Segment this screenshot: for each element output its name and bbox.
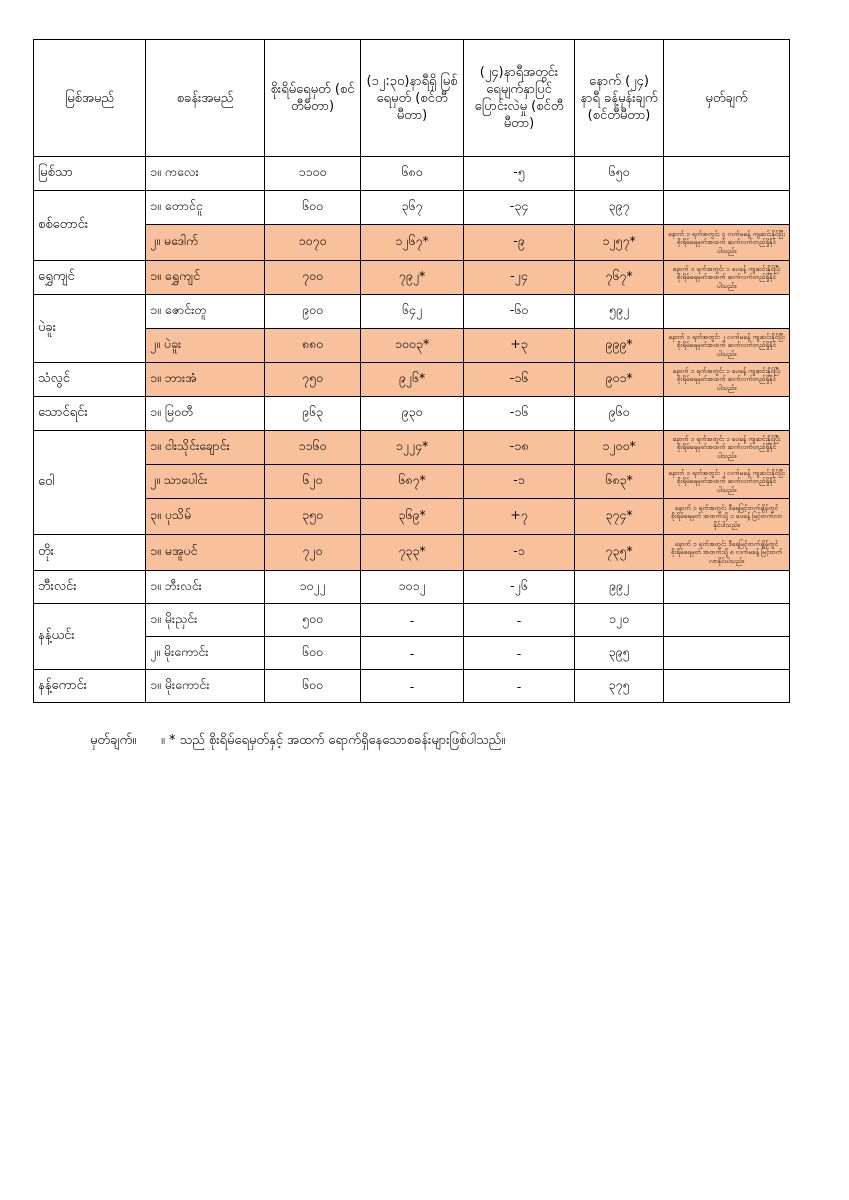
current-level-cell: -: [361, 637, 464, 670]
change-cell: -၆၀: [464, 295, 575, 329]
forecast-cell: ၁၂၅၇*: [575, 225, 664, 261]
change-cell: -၃၄: [464, 191, 575, 225]
table-row: [34, 571, 790, 604]
station-name-cell: ၁။ မိုးကောင်း: [146, 670, 265, 703]
remark-cell: [664, 191, 790, 225]
forecast-cell: ၇၃၅*: [575, 535, 664, 571]
forecast-cell: ၅၉၂: [575, 295, 664, 329]
change-cell: -၉: [464, 225, 575, 261]
forecast-cell: ၁၂၀: [575, 604, 664, 637]
table-row: [34, 295, 790, 329]
river-name-cell: ဝေါ: [34, 431, 146, 535]
header-current-level: (၁၂:၃၀)နာရီရှိ မြစ်ရေမှတ် (စင်တီမီတာ): [361, 40, 464, 157]
header-24h-change: (၂၄)နာရီအတွင်း ရေမျက်နှာပြင် ပြောင်းလဲမှု (စင်တီမီတာ): [464, 40, 575, 157]
current-level-cell: ၃၆၉*: [361, 499, 464, 535]
station-name-cell: ၂။ မိုးကောင်း: [146, 637, 265, 670]
table-row: [34, 397, 790, 431]
table-row: [34, 191, 790, 225]
station-name-cell: ၃။ ပုသိမ်: [146, 499, 265, 535]
forecast-cell: ၉၀၁*: [575, 363, 664, 397]
warning-level-cell: ၇၂၀: [265, 535, 361, 571]
remark-cell: နောက် ၁ ရက်အတွင်း ၁ ပေခန့် ကျဆင်းနိုင်ပြီး စိုးရိမ်ရေမှတ်အထက် ဆက်လက်တည်ရှိနိုင်ပါသည်။: [664, 431, 790, 465]
change-cell: -၁: [464, 535, 575, 571]
change-cell: -: [464, 604, 575, 637]
river-name-cell: မြစ်သာ: [34, 157, 146, 191]
header-station: စခန်းအမည်: [146, 40, 265, 157]
remark-cell: [664, 637, 790, 670]
current-level-cell: ၇၃၃*: [361, 535, 464, 571]
station-name-cell: ၁။ ဘားအံ: [146, 363, 265, 397]
current-level-cell: ၁၀၀၃*: [361, 329, 464, 363]
table-row: [34, 157, 790, 191]
river-name-cell: နန့်ယင်း: [34, 604, 146, 670]
station-name-cell: ၁။ မြဝတီ: [146, 397, 265, 431]
remark-cell: နောက် ၁ ရက်အတွင်း ၂ လက်မခန့် ကျဆင်းနိုင်ပြီး စိုးရိမ်ရေမှတ်အထက် ဆက်လက်တည်ရှိနိုင်ပါသည်။: [664, 329, 790, 363]
current-level-cell: ၁၂၆၇*: [361, 225, 464, 261]
station-name-cell: ၁။ မိုးညှင်း: [146, 604, 265, 637]
forecast-cell: ၁၂၀၀*: [575, 431, 664, 465]
warning-level-cell: ၉၀၀: [265, 295, 361, 329]
remark-cell: [664, 571, 790, 604]
remark-cell: နောက် ၁ ရက်အတွင်း ၄ လက်မခန့် ကျဆင်းနိုင်ပြီး စိုးရိမ်ရေမှတ်အထက် ဆက်လက်တည်ရှိနိုင်ပါသည်။: [664, 225, 790, 261]
change-cell: -: [464, 670, 575, 703]
table-row: [34, 225, 790, 261]
remark-cell: [664, 604, 790, 637]
remark-cell: [664, 397, 790, 431]
station-name-cell: ၂။ သာပေါင်း: [146, 465, 265, 499]
footnote: [90, 732, 505, 751]
remark-cell: [664, 670, 790, 703]
remark-cell: နောက် ၁ ရက်အတွင်း ၁ ပေခန့် ကျဆင်းနိုင်ပြီး စိုးရိမ်ရေမှတ်အထက် ဆက်လက်တည်ရှိနိုင်ပါသည်။: [664, 363, 790, 397]
warning-level-cell: ၁၁၀၀: [265, 157, 361, 191]
warning-level-cell: ၆၀၀: [265, 637, 361, 670]
station-name-cell: ၁။ ဇောင်းတူ: [146, 295, 265, 329]
current-level-cell: -: [361, 670, 464, 703]
forecast-cell: ၉၉၉*: [575, 329, 664, 363]
forecast-cell: ၃၇၄*: [575, 499, 664, 535]
change-cell: -၂၆: [464, 571, 575, 604]
table-row: [34, 499, 790, 535]
station-name-cell: ၁။ ငါးသိုင်းချောင်း: [146, 431, 265, 465]
current-level-cell: -: [361, 604, 464, 637]
station-name-cell: ၁။ ရွှေကျင်: [146, 261, 265, 295]
forecast-cell: ၃၇၅: [575, 670, 664, 703]
river-name-cell: နန့်ကောင်း: [34, 670, 146, 703]
river-name-cell: ရွှေကျင်: [34, 261, 146, 295]
change-cell: -၁၆: [464, 363, 575, 397]
current-level-cell: ၆၄၂: [361, 295, 464, 329]
river-name-cell: စစ်တောင်း: [34, 191, 146, 261]
warning-level-cell: ၁၀၇၀: [265, 225, 361, 261]
table-row: [34, 604, 790, 637]
current-level-cell: ၆၈၀: [361, 157, 464, 191]
remark-cell: [664, 295, 790, 329]
station-name-cell: ၁။ မအူပင်: [146, 535, 265, 571]
change-cell: -၅: [464, 157, 575, 191]
change-cell: -: [464, 637, 575, 670]
forecast-cell: ၃၉၅: [575, 637, 664, 670]
table-header-row: [34, 40, 790, 157]
change-cell: -၁: [464, 465, 575, 499]
river-name-cell: တိုး: [34, 535, 146, 571]
station-name-cell: ၂။ ပဲခူး: [146, 329, 265, 363]
table-row: [34, 431, 790, 465]
water-level-table: [33, 39, 790, 703]
current-level-cell: ၁၀၁၂: [361, 571, 464, 604]
station-name-cell: ၁။ ဘီးလင်း: [146, 571, 265, 604]
current-level-cell: ၇၉၂*: [361, 261, 464, 295]
forecast-cell: ၉၉၂: [575, 571, 664, 604]
table-row: [34, 363, 790, 397]
change-cell: -၂၄: [464, 261, 575, 295]
header-forecast: နောက် (၂၄) နာရီ ခန့်မှန်းချက် (စင်တီမီတာ): [575, 40, 664, 157]
table-row: [34, 465, 790, 499]
warning-level-cell: ၁၀၂၂: [265, 571, 361, 604]
footnote-label: မှတ်ချက်။: [90, 733, 137, 748]
remark-cell: နောက် ၁ ရက်အတွင်း ဒီရေမြင့်တက်ချိန်တွင် စိုးရိမ်ရေမှတ် အထက်သို့ ၁ ပေခန့် မြင့်တက်လာနိုင်ပါသည်။: [664, 499, 790, 535]
current-level-cell: ၃၆၇: [361, 191, 464, 225]
change-cell: +၇: [464, 499, 575, 535]
change-cell: +၃: [464, 329, 575, 363]
warning-level-cell: ၅၀၀: [265, 604, 361, 637]
forecast-cell: ၃၉၇: [575, 191, 664, 225]
remark-cell: နောက် ၁ ရက်အတွင်း ဒီရေမြင့်တက်ချိန်တွင် စိုးရိမ်ရေမှတ် အထက်သို့ ၈ လက်မခန့် မြင့်တက်လာနိုင်ပါသည်။: [664, 535, 790, 571]
forecast-cell: ၆၅၀: [575, 157, 664, 191]
change-cell: -၁၆: [464, 397, 575, 431]
warning-level-cell: ၇၀၀: [265, 261, 361, 295]
current-level-cell: ၆၈၇*: [361, 465, 464, 499]
warning-level-cell: ၁၁၆၀: [265, 431, 361, 465]
current-level-cell: ၁၂၂၄*: [361, 431, 464, 465]
forecast-cell: ၇၆၇*: [575, 261, 664, 295]
remark-cell: [664, 157, 790, 191]
river-name-cell: ပဲခူး: [34, 295, 146, 363]
table-row: [34, 329, 790, 363]
warning-level-cell: ၆၂၀: [265, 465, 361, 499]
footnote-text: ။ * သည် စိုးရိမ်ရေမှတ်နှင့် အထက် ရောက်ရှိနေသောစခန်းများဖြစ်ပါသည်။: [160, 733, 506, 748]
forecast-cell: ၆၈၃*: [575, 465, 664, 499]
change-cell: -၁၈: [464, 431, 575, 465]
warning-level-cell: ၃၅၀: [265, 499, 361, 535]
river-name-cell: သောင်ရင်း: [34, 397, 146, 431]
river-name-cell: ဘီးလင်း: [34, 571, 146, 604]
warning-level-cell: ၆၀၀: [265, 670, 361, 703]
header-warning-level: စိုးရိမ်ရေမှတ် (စင်တီမီတာ): [265, 40, 361, 157]
river-name-cell: သံလွင်: [34, 363, 146, 397]
table-row: [34, 261, 790, 295]
warning-level-cell: ၆၀၀: [265, 191, 361, 225]
remark-cell: နောက် ၁ ရက်အတွင်း ၂ လက်မခန့် ကျဆင်းနိုင်ပြီး စိုးရိမ်ရေမှတ်အထက် ဆက်လက်တည်ရှိနိုင်ပါသည်။: [664, 465, 790, 499]
warning-level-cell: ၇၅၀: [265, 363, 361, 397]
table-row: [34, 670, 790, 703]
header-remark: မှတ်ချက်: [664, 40, 790, 157]
station-name-cell: ၂။ မဒေါက်: [146, 225, 265, 261]
current-level-cell: ၉၃၀: [361, 397, 464, 431]
header-river: မြစ်အမည်: [34, 40, 146, 157]
warning-level-cell: ၉၆၃: [265, 397, 361, 431]
station-name-cell: ၁။ တောင်ငူ: [146, 191, 265, 225]
table-row: [34, 535, 790, 571]
forecast-cell: ၉၆၀: [575, 397, 664, 431]
remark-cell: နောက် ၁ ရက်အတွင်း ၁ ပေခန့် ကျဆင်းနိုင်ပြီး စိုးရိမ်ရေမှတ်အထက် ဆက်လက်တည်ရှိနိုင်ပါသည်။: [664, 261, 790, 295]
table-row: [34, 637, 790, 670]
station-name-cell: ၁။ ကလေး: [146, 157, 265, 191]
warning-level-cell: ၈၈၀: [265, 329, 361, 363]
current-level-cell: ၉၂၆*: [361, 363, 464, 397]
